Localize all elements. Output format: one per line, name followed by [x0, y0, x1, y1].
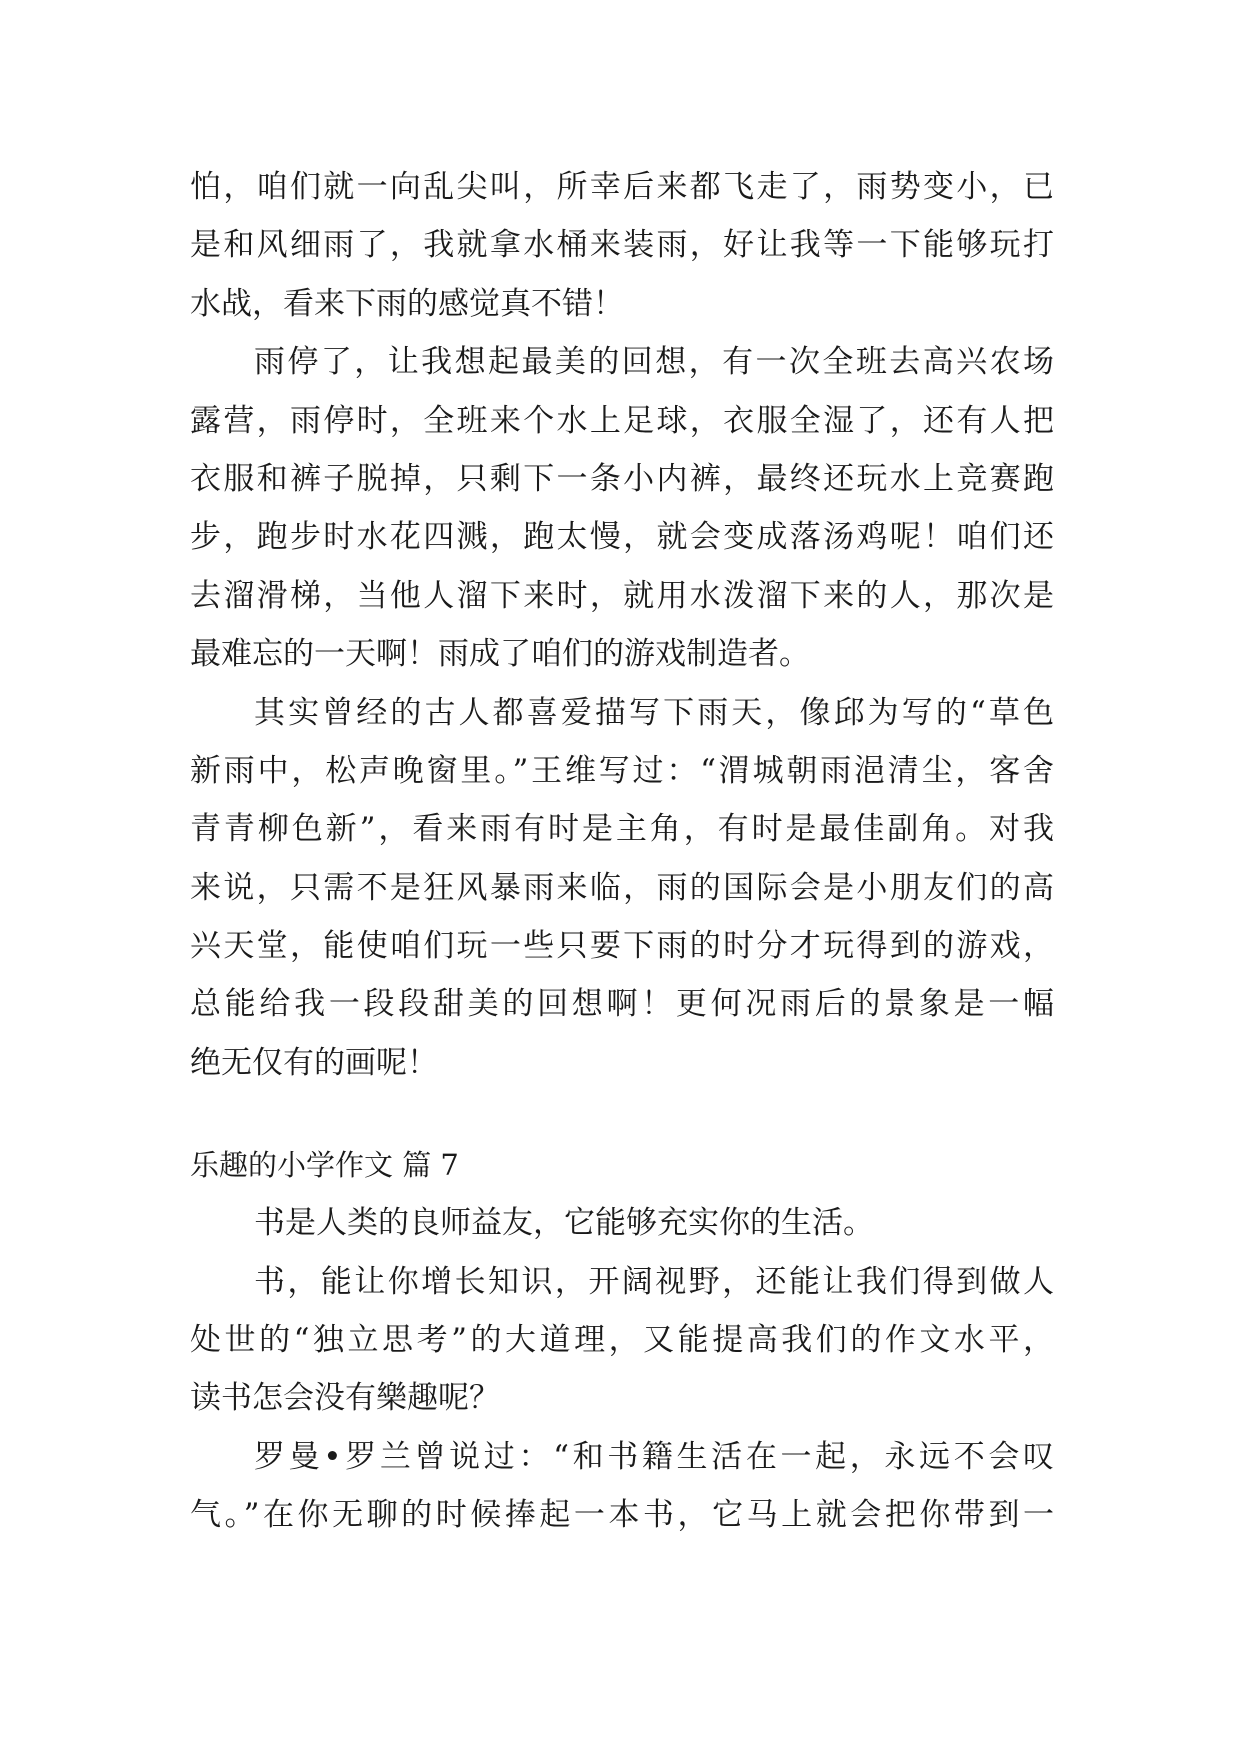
- text-line: 总能给我一段段甜美的回想啊！更何况雨后的景象是一幅: [190, 986, 1054, 1023]
- paragraph-4: [190, 1194, 1054, 1252]
- text-line: 去溜滑梯，当他人溜下来时，就用水泼溜下来的人，那次是: [190, 577, 1054, 614]
- text-line: 水战，看来下雨的感觉真不错！: [190, 285, 624, 322]
- text-line: 最难忘的一天啊！雨成了咱们的游戏制造者。: [190, 636, 810, 673]
- text-line: 雨停了，让我想起最美的回想，有一次全班去高兴农场: [254, 344, 1054, 381]
- text-line: 其实曾经的古人都喜爱描写下雨天，像邱为写的“草色: [254, 694, 1054, 731]
- document-page: [190, 158, 1054, 1545]
- section-heading: 乐趣的小学作文 篇 7: [190, 1148, 459, 1183]
- paragraph-6: [190, 1428, 1054, 1545]
- text-line: 衣服和裤子脱掉，只剩下一条小内裤，最终还玩水上竞赛跑: [190, 460, 1054, 497]
- text-line: 书，能让你增长知识，开阔视野，还能让我们得到做人: [254, 1263, 1054, 1300]
- text-line: 罗曼•罗兰曾说过：“和书籍生活在一起，永远不会叹: [254, 1438, 1054, 1475]
- text-line: 兴天堂，能使咱们玩一些只要下雨的时分才玩得到的游戏，: [190, 928, 1054, 965]
- text-line: 处世的“独立思考”的大道理，又能提高我们的作文水平，: [190, 1322, 1054, 1359]
- text-line: 来说，只需不是狂风暴雨来临，雨的国际会是小朋友们的高: [190, 869, 1054, 906]
- text-line: 步，跑步时水花四溅，跑太慢，就会变成落汤鸡呢！咱们还: [190, 519, 1054, 556]
- text-line: 青青柳色新”，看来雨有时是主角，有时是最佳副角。对我: [190, 811, 1054, 848]
- paragraph-5: [190, 1253, 1054, 1428]
- section-gap: [190, 1092, 1054, 1136]
- paragraph-1: [190, 158, 1054, 333]
- text-line: 气。”在你无聊的时候捧起一本书，它马上就会把你带到一: [190, 1497, 1054, 1534]
- text-line: 露营，雨停时，全班来个水上足球，衣服全湿了，还有人把: [190, 402, 1054, 439]
- text-line: 读书怎会没有樂趣呢？: [190, 1380, 500, 1417]
- text-line: 绝无仅有的画呢！: [190, 1044, 438, 1081]
- text-line: 新雨中，松声晚窗里。”王维写过：“渭城朝雨浥清尘，客舍: [190, 752, 1054, 789]
- text-line: 是和风细雨了，我就拿水桶来装雨，好让我等一下能够玩打: [190, 227, 1054, 264]
- paragraph-2: [190, 333, 1054, 683]
- paragraph-3: [190, 684, 1054, 1093]
- text-line: 怕，咱们就一向乱尖叫，所幸后来都飞走了，雨势变小，已: [190, 169, 1054, 205]
- text-line: 书是人类的良师益友，它能够充实你的生活。: [254, 1205, 874, 1242]
